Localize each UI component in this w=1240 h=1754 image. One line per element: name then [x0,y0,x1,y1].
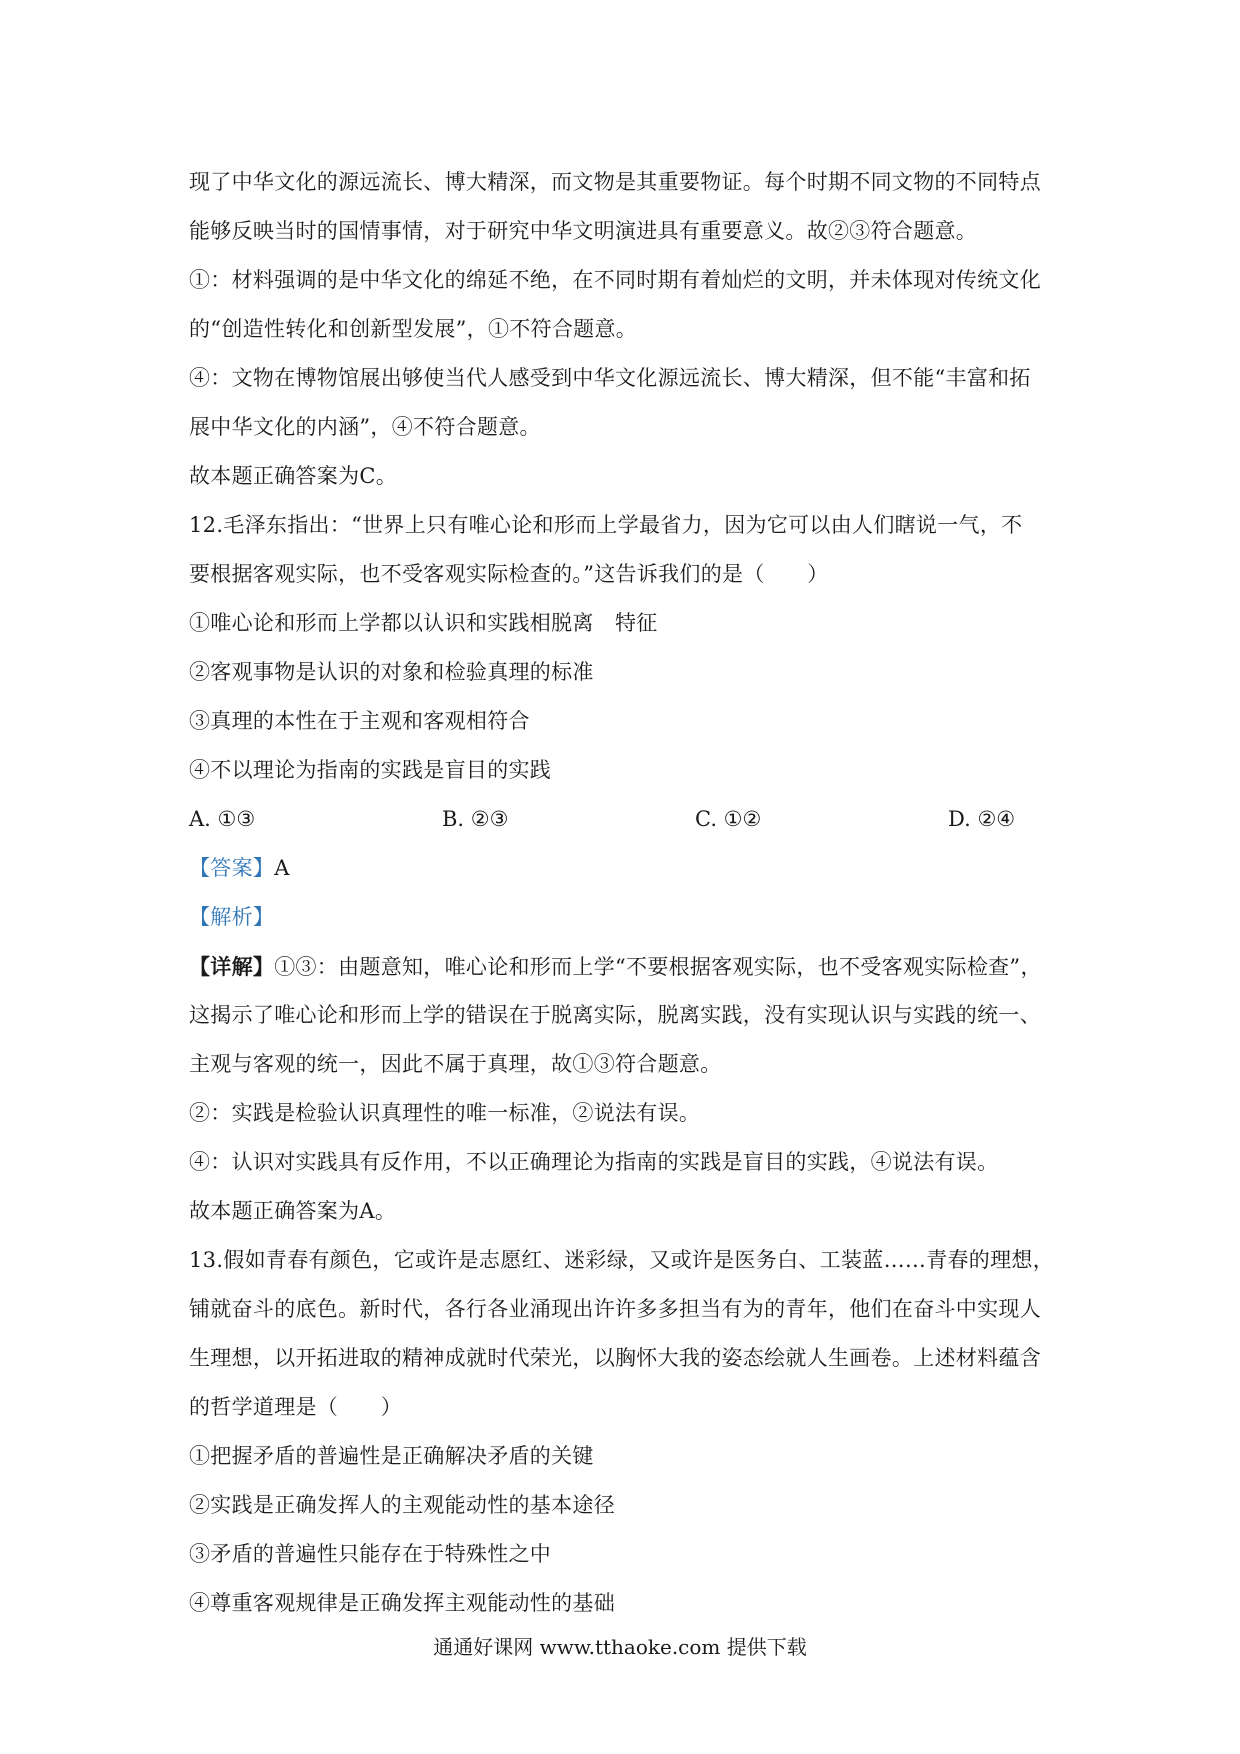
analysis-line [189,893,1069,942]
question-13-stem: 铺就奋斗的底色。新时代，各行各业涌现出许许多多担当有为的青年，他们在奋斗中实现人 [189,1297,1041,1321]
detail-line: ④：认识对实践具有反作用，不以正确理论为指南的实践是盲目的实践，④说法有误。 [189,1150,999,1174]
paragraph-line: 能够反映当时的国情事情，对于研究中华文明演进具有重要意义。故②③符合题意。 [189,219,978,243]
question-12-stem: 12.毛泽东指出：“世界上只有唯心论和形而上学最省力，因为它可以由人们瞎说一气，不 [189,513,1023,537]
page-footer: 通通好课网 www.tthaoke.com 提供下载 [433,1635,807,1659]
paragraph-line: ①：材料强调的是中华文化的绵延不绝，在不同时期有着灿烂的文明，并未体现对传统文化 [189,268,1041,292]
detail-tag: 【详解】 [189,954,275,979]
paragraph-line: 展中华文化的内涵”，④不符合题意。 [189,415,541,439]
question-13-statement-1: ①把握矛盾的普遍性是正确解决矛盾的关键 [189,1444,594,1468]
detail-line: ②：实践是检验认识真理性的唯一标准，②说法有误。 [189,1101,701,1125]
answer-line [189,844,1069,893]
paragraph-line: 故本题正确答案为C。 [189,464,398,488]
question-13-stem: 13.假如青春有颜色，它或许是志愿红、迷彩绿，又或许是医务白、工装蓝……青春的理想， [189,1248,1054,1272]
question-12-statement-3: ③真理的本性在于主观和客观相符合 [189,709,530,733]
detail-text: ①③：由题意知，唯心论和形而上学“不要根据客观实际，也不受客观实际检查”， [274,955,1042,979]
question-12-statement-2: ②客观事物是认识的对象和检验真理的标准 [189,660,594,684]
question-13-statement-2: ②实践是正确发挥人的主观能动性的基本途径 [189,1493,615,1517]
question-13-stem: 生理想，以开拓进取的精神成就时代荣光，以胸怀大我的姿态绘就人生画卷。上述材料蕴含 [189,1346,1041,1370]
option-d: D. ②④ [948,807,1016,831]
option-c: C. ①② [695,807,762,831]
detail-line: 主观与客观的统一，因此不属于真理，故①③符合题意。 [189,1052,722,1076]
question-12-statement-4: ④不以理论为指南的实践是盲目的实践 [189,758,552,782]
question-13-stem: 的哲学道理是（ ） [189,1395,402,1419]
paragraph-line: 的“创造性转化和创新型发展”，①不符合题意。 [189,317,638,341]
page-content [189,158,1069,1628]
question-12-stem: 要根据客观实际，也不受客观实际检查的。”这告诉我们的是（ ） [189,562,829,586]
question-13-statement-3: ③矛盾的普遍性只能存在于特殊性之中 [189,1542,552,1566]
detail-line: 这揭示了唯心论和形而上学的错误在于脱离实际，脱离实践，没有实现认识与实践的统一、 [189,1003,1041,1027]
detail-line [189,942,1069,991]
option-b: B. ②③ [442,807,509,831]
analysis-tag: 【解析】 [189,905,275,929]
question-13-statement-4: ④尊重客观规律是正确发挥主观能动性的基础 [189,1591,615,1615]
paragraph-line: ④：文物在博物馆展出够使当代人感受到中华文化源远流长、博大精深，但不能“丰富和拓 [189,366,1031,390]
paragraph-line: 现了中华文化的源远流长、博大精深，而文物是其重要物证。每个时期不同文物的不同特点 [189,170,1041,194]
detail-line: 故本题正确答案为A。 [189,1199,397,1223]
answer-tag: 【答案】 [189,856,275,880]
question-12-statement-1: ①唯心论和形而上学都以认识和实践相脱离 特征 [189,611,658,635]
question-12-options [189,795,1069,844]
option-a: A. ①③ [189,807,256,831]
answer-value: A [274,856,290,880]
